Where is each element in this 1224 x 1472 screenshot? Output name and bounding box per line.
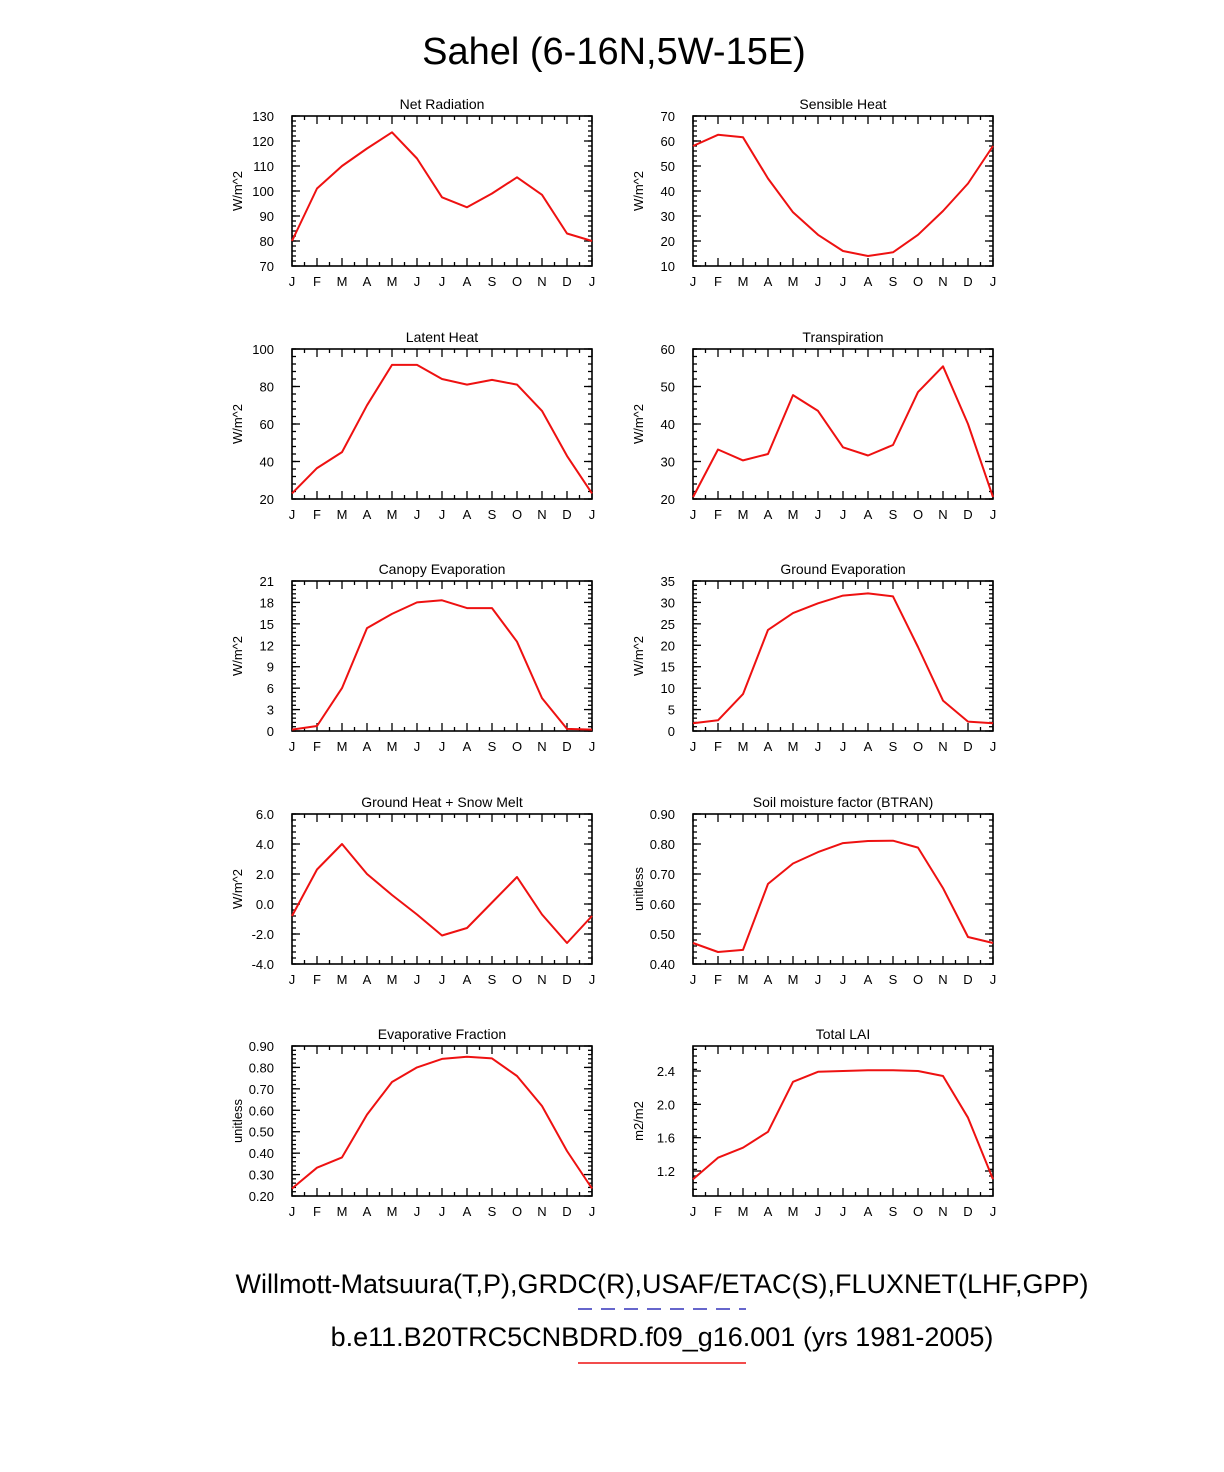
series-line-0	[292, 1057, 592, 1189]
x-tick-label: O	[912, 739, 924, 754]
panels	[230, 96, 996, 1219]
x-tick-label: N	[537, 972, 547, 987]
x-tick-label: A	[462, 274, 472, 289]
y-tick-label: 10	[660, 681, 675, 697]
y-tick-label: 0.60	[649, 897, 675, 912]
x-tick-label: J	[438, 507, 446, 522]
y-axis-label: W/m^2	[230, 170, 245, 212]
x-tick-label: J	[839, 972, 847, 987]
x-tick-label: N	[938, 739, 948, 754]
y-tick-label: 40	[259, 454, 274, 470]
x-tick-label: M	[386, 507, 398, 522]
x-tick-label: J	[588, 507, 596, 522]
x-tick-label: F	[714, 274, 722, 289]
x-tick-label: A	[462, 1204, 472, 1219]
panel-title: Latent Heat	[405, 329, 479, 345]
x-tick-label: J	[839, 1204, 847, 1219]
x-tick-label: A	[462, 972, 472, 987]
legend-obs-label: Willmott-Matsuura(T,P),GRDC(R),USAF/ETAC(S),FLUXNET(LHF,GPP)	[235, 1269, 1089, 1299]
y-tick-label: 2.0	[255, 867, 274, 882]
y-tick-label: 20	[660, 638, 675, 654]
y-axis-label: W/m^2	[631, 170, 646, 212]
x-tick-label: J	[689, 739, 697, 754]
x-tick-label: J	[588, 972, 596, 987]
x-tick-label: F	[313, 739, 321, 754]
y-tick-label: 0.70	[649, 867, 675, 882]
x-tick-label: O	[511, 1204, 523, 1219]
series-line-0	[292, 600, 592, 729]
series-line-0	[693, 1070, 993, 1179]
x-tick-label: J	[839, 739, 847, 754]
x-tick-label: J	[814, 274, 822, 289]
panel-3	[631, 329, 996, 522]
y-tick-label: 0	[266, 724, 274, 739]
x-tick-label: A	[362, 1204, 372, 1219]
series-line-0	[693, 366, 993, 497]
y-tick-label: 21	[259, 574, 274, 589]
x-tick-label: D	[562, 972, 572, 987]
x-tick-label: O	[511, 507, 523, 522]
x-tick-label: S	[888, 507, 898, 522]
x-tick-label: J	[413, 739, 421, 754]
x-tick-label: D	[963, 1204, 973, 1219]
y-tick-label: 60	[660, 134, 675, 149]
y-tick-label: 70	[660, 109, 675, 124]
x-tick-label: J	[588, 739, 596, 754]
y-tick-label: 50	[660, 159, 675, 174]
y-tick-label: 4.0	[255, 837, 274, 852]
plot-frame	[292, 581, 592, 731]
x-tick-label: J	[288, 274, 296, 289]
x-tick-label: A	[362, 972, 372, 987]
x-tick-label: M	[737, 739, 749, 754]
x-tick-label: M	[787, 507, 799, 522]
series-line-0	[292, 365, 592, 494]
x-tick-label: N	[938, 1204, 948, 1219]
panel-title: Canopy Evaporation	[378, 561, 506, 577]
series-line-0	[693, 135, 993, 256]
y-tick-label: 110	[253, 159, 274, 174]
panel-title: Transpiration	[802, 329, 884, 345]
x-tick-label: N	[938, 507, 948, 522]
y-tick-label: 30	[660, 454, 675, 470]
x-tick-label: J	[413, 507, 421, 522]
x-tick-label: F	[714, 507, 722, 522]
series-line-0	[693, 841, 993, 952]
x-tick-label: M	[737, 274, 749, 289]
x-tick-label: J	[689, 972, 697, 987]
y-tick-label: 80	[259, 234, 274, 249]
x-tick-label: N	[537, 1204, 547, 1219]
y-axis-label: m2/m2	[631, 1101, 646, 1141]
panel-title: Sensible Heat	[799, 96, 887, 112]
x-tick-label: F	[313, 972, 321, 987]
plot-frame	[693, 1046, 993, 1196]
y-tick-label: 120	[252, 134, 274, 149]
x-tick-label: F	[714, 1204, 722, 1219]
x-tick-label: D	[963, 274, 973, 289]
x-tick-label: D	[963, 972, 973, 987]
x-tick-label: O	[511, 274, 523, 289]
x-tick-label: J	[839, 274, 847, 289]
x-tick-label: A	[763, 739, 773, 754]
x-tick-label: J	[438, 1204, 446, 1219]
y-tick-label: -2.0	[251, 927, 274, 942]
x-tick-label: A	[362, 507, 372, 522]
x-tick-label: J	[413, 274, 421, 289]
x-tick-label: S	[487, 972, 497, 987]
panel-4	[230, 561, 595, 754]
y-tick-label: 1.6	[656, 1130, 675, 1146]
x-tick-label: J	[689, 507, 697, 522]
x-tick-label: M	[787, 739, 799, 754]
panel-title: Ground Heat + Snow Melt	[361, 794, 523, 810]
y-tick-label: 0.40	[248, 1146, 274, 1162]
y-tick-label: 0.20	[248, 1189, 274, 1204]
x-tick-label: S	[888, 972, 898, 987]
panel-7	[631, 794, 996, 987]
x-tick-label: J	[814, 739, 822, 754]
x-tick-label: J	[438, 972, 446, 987]
x-tick-label: D	[562, 1204, 572, 1219]
x-tick-label: S	[487, 1204, 497, 1219]
x-tick-label: A	[462, 739, 472, 754]
y-tick-label: 0.0	[255, 897, 274, 912]
x-tick-label: A	[863, 507, 873, 522]
y-tick-label: 40	[660, 184, 675, 199]
x-tick-label: D	[562, 274, 572, 289]
x-tick-label: A	[763, 972, 773, 987]
y-tick-label: 9	[266, 659, 274, 675]
y-tick-label: 20	[259, 492, 274, 507]
panel-title: Net Radiation	[399, 96, 485, 112]
x-tick-label: J	[689, 1204, 697, 1219]
x-tick-label: A	[863, 274, 873, 289]
x-tick-label: S	[487, 507, 497, 522]
x-tick-label: M	[737, 507, 749, 522]
x-tick-label: D	[562, 739, 572, 754]
plot-frame	[292, 1046, 592, 1196]
legend-model-label: b.e11.B20TRC5CNBDRD.f09_g16.001 (yrs 1981-2005)	[330, 1322, 994, 1352]
y-tick-label: 100	[252, 342, 274, 357]
y-tick-label: 2.0	[656, 1097, 675, 1113]
y-tick-label: 0.80	[248, 1060, 274, 1076]
x-tick-label: M	[386, 972, 398, 987]
y-tick-label: 90	[259, 209, 274, 224]
x-tick-label: F	[313, 274, 321, 289]
y-tick-label: 60	[259, 417, 274, 432]
x-tick-label: A	[763, 1204, 773, 1219]
y-axis-label: W/m^2	[230, 403, 245, 445]
x-tick-label: M	[336, 972, 348, 987]
x-tick-label: S	[487, 274, 497, 289]
plot-frame	[292, 814, 592, 964]
x-tick-label: J	[438, 739, 446, 754]
x-tick-label: J	[989, 507, 997, 522]
y-tick-label: 0.70	[248, 1081, 274, 1097]
y-tick-label: 30	[660, 209, 675, 224]
x-tick-label: S	[888, 274, 898, 289]
y-tick-label: 0.80	[649, 837, 675, 852]
legend	[235, 1269, 1088, 1363]
x-tick-label: O	[912, 1204, 924, 1219]
y-tick-label: 0.50	[649, 927, 675, 942]
y-tick-label: 30	[660, 595, 675, 611]
panel-0	[230, 96, 595, 289]
x-tick-label: O	[912, 274, 924, 289]
x-tick-label: J	[814, 507, 822, 522]
y-tick-label: 70	[259, 259, 274, 274]
panel-title: Ground Evaporation	[780, 561, 906, 577]
x-tick-label: M	[787, 274, 799, 289]
y-tick-label: 10	[660, 259, 675, 274]
x-tick-label: S	[888, 739, 898, 754]
y-tick-label: 3	[266, 702, 274, 718]
y-tick-label: 18	[259, 595, 274, 611]
panel-title: Evaporative Fraction	[377, 1026, 507, 1042]
x-tick-label: J	[413, 972, 421, 987]
x-tick-label: J	[413, 1204, 421, 1219]
x-tick-label: J	[288, 1204, 296, 1219]
panel-6	[230, 794, 595, 987]
y-tick-label: 2.4	[656, 1064, 675, 1079]
plot-frame	[292, 116, 592, 266]
y-tick-label: 35	[660, 574, 675, 589]
x-tick-label: J	[288, 507, 296, 522]
x-tick-label: D	[963, 507, 973, 522]
x-tick-label: M	[787, 972, 799, 987]
y-axis-label: W/m^2	[631, 635, 646, 677]
panel-1	[631, 96, 996, 289]
x-tick-label: J	[989, 739, 997, 754]
x-tick-label: M	[787, 1204, 799, 1219]
plot-frame	[693, 581, 993, 731]
panel-5	[631, 561, 996, 754]
x-tick-label: J	[288, 739, 296, 754]
y-tick-label: 6.0	[255, 807, 274, 822]
x-tick-label: A	[863, 972, 873, 987]
x-tick-label: N	[938, 972, 948, 987]
plot-frame	[693, 814, 993, 964]
x-tick-label: J	[839, 507, 847, 522]
x-tick-label: O	[511, 739, 523, 754]
plot-frame	[693, 349, 993, 499]
series-line-0	[292, 132, 592, 241]
main-title: Sahel (6-16N,5W-15E)	[422, 31, 806, 73]
x-tick-label: N	[537, 507, 547, 522]
x-tick-label: A	[863, 739, 873, 754]
x-tick-label: A	[362, 739, 372, 754]
x-tick-label: M	[336, 1204, 348, 1219]
x-tick-label: M	[737, 1204, 749, 1219]
x-tick-label: M	[386, 274, 398, 289]
y-tick-label: 0.90	[248, 1039, 274, 1054]
y-tick-label: 0.60	[248, 1103, 274, 1119]
panel-title: Total LAI	[815, 1026, 871, 1042]
y-tick-label: 6	[266, 681, 274, 697]
x-tick-label: M	[336, 507, 348, 522]
y-tick-label: 15	[259, 616, 274, 632]
y-tick-label: 20	[660, 234, 675, 249]
x-tick-label: N	[938, 274, 948, 289]
y-axis-label: unitless	[631, 866, 646, 912]
y-axis-label: W/m^2	[230, 868, 245, 910]
plot-frame	[693, 116, 993, 266]
x-tick-label: S	[888, 1204, 898, 1219]
panel-2	[230, 329, 595, 522]
y-tick-label: 100	[252, 184, 274, 199]
y-tick-label: 0.90	[649, 807, 675, 822]
panel-title: Soil moisture factor (BTRAN)	[752, 794, 934, 810]
x-tick-label: M	[386, 1204, 398, 1219]
x-tick-label: D	[562, 507, 572, 522]
x-tick-label: M	[336, 739, 348, 754]
y-axis-label: W/m^2	[230, 635, 245, 677]
x-tick-label: J	[438, 274, 446, 289]
y-tick-label: 15	[660, 659, 675, 675]
y-tick-label: 0.30	[248, 1167, 274, 1183]
x-tick-label: J	[588, 1204, 596, 1219]
x-tick-label: N	[537, 739, 547, 754]
plot-frame	[292, 349, 592, 499]
y-tick-label: 0	[667, 724, 675, 739]
x-tick-label: D	[963, 739, 973, 754]
y-tick-label: 12	[259, 638, 274, 654]
x-tick-label: F	[714, 972, 722, 987]
x-tick-label: A	[362, 274, 372, 289]
x-tick-label: J	[989, 274, 997, 289]
x-tick-label: J	[288, 972, 296, 987]
x-tick-label: J	[814, 1204, 822, 1219]
x-tick-label: O	[912, 972, 924, 987]
y-tick-label: 25	[660, 616, 675, 632]
x-tick-label: F	[714, 739, 722, 754]
y-tick-label: 0.50	[248, 1124, 274, 1140]
x-tick-label: A	[763, 507, 773, 522]
x-tick-label: M	[737, 972, 749, 987]
y-tick-label: 60	[660, 342, 675, 357]
x-tick-label: M	[336, 274, 348, 289]
x-tick-label: N	[537, 274, 547, 289]
x-tick-label: O	[912, 507, 924, 522]
x-tick-label: F	[313, 507, 321, 522]
x-tick-label: M	[386, 739, 398, 754]
panel-9	[631, 1026, 996, 1219]
y-tick-label: 1.2	[656, 1164, 675, 1179]
series-line-0	[693, 593, 993, 723]
x-tick-label: A	[863, 1204, 873, 1219]
y-tick-label: 20	[660, 492, 675, 507]
x-tick-label: S	[487, 739, 497, 754]
x-tick-label: J	[989, 972, 997, 987]
x-tick-label: A	[763, 274, 773, 289]
x-tick-label: J	[989, 1204, 997, 1219]
y-tick-label: -4.0	[251, 957, 274, 972]
series-line-0	[292, 844, 592, 943]
x-tick-label: J	[689, 274, 697, 289]
x-tick-label: F	[313, 1204, 321, 1219]
y-tick-label: 5	[667, 702, 675, 718]
y-axis-label: W/m^2	[631, 403, 646, 445]
x-tick-label: A	[462, 507, 472, 522]
x-tick-label: J	[814, 972, 822, 987]
y-tick-label: 0.40	[649, 957, 675, 972]
x-tick-label: J	[588, 274, 596, 289]
y-tick-label: 50	[660, 379, 675, 395]
y-tick-label: 40	[660, 417, 675, 432]
y-axis-label: unitless	[230, 1098, 245, 1144]
y-tick-label: 80	[259, 379, 274, 395]
x-tick-label: O	[511, 972, 523, 987]
panel-8	[230, 1026, 595, 1219]
y-tick-label: 130	[252, 109, 274, 124]
